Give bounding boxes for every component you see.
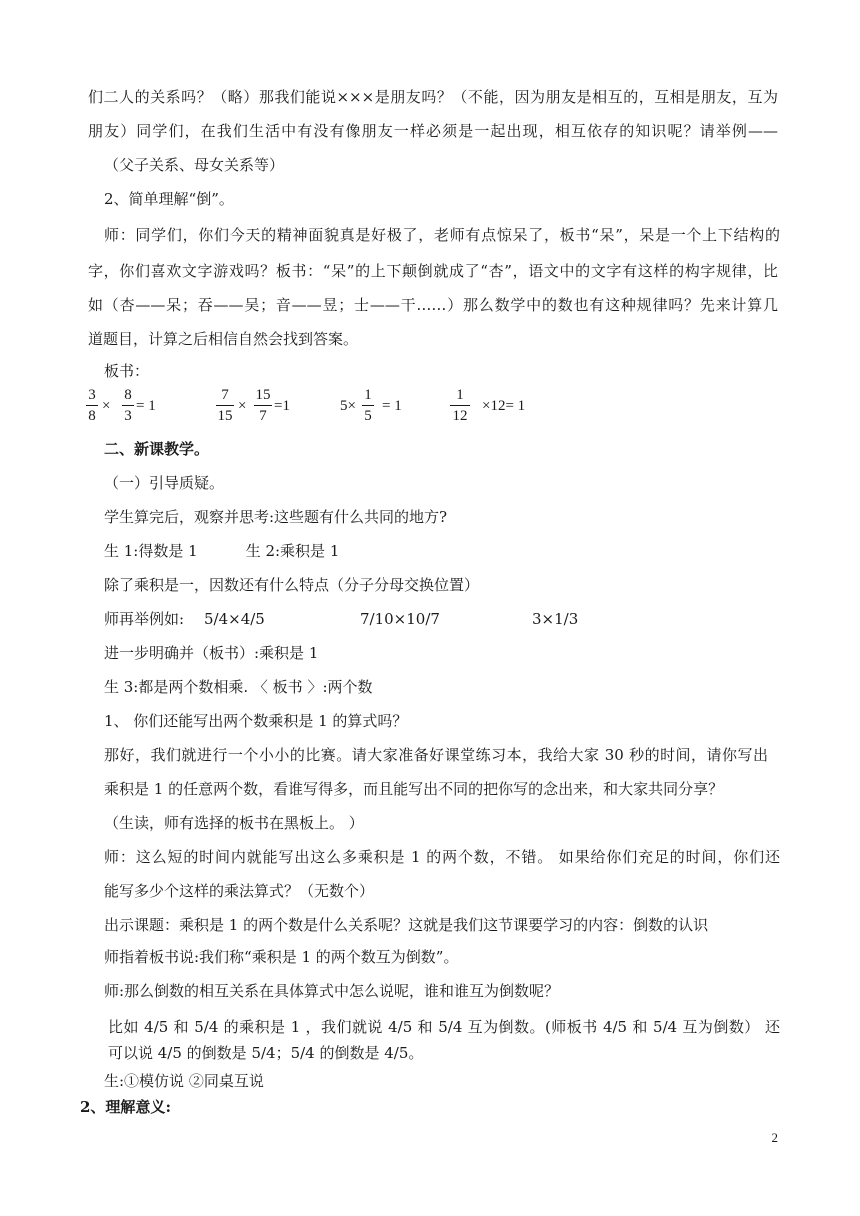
paragraph-line: 出示课题：乘积是 1 的两个数是什么关系呢？这就是我们这节课要学习的内容：倒数的认识 xyxy=(104,916,709,934)
subsection-heading: （一）引导质疑。 xyxy=(104,474,225,492)
math-expressions-row xyxy=(86,386,686,436)
student-answer: 生 2:乘积是 1 xyxy=(245,542,340,560)
paragraph-line: 可以说 4/5 的倒数是 5/4；5/4 的倒数是 4/5。 xyxy=(108,1044,424,1062)
paragraph-line: 学生算完后，观察并思考:这些题有什么共同的地方? xyxy=(104,508,448,526)
paragraph-line: 师:那么倒数的相互关系在具体算式中怎么说呢，谁和谁互为倒数呢？ xyxy=(104,982,560,1000)
paragraph-line: 能写多少个这样的乘法算式？（无数个） xyxy=(104,882,375,900)
section-heading: 二、新课教学。 xyxy=(104,440,210,458)
fraction: 7 15 xyxy=(217,387,233,424)
operator: × xyxy=(102,398,111,414)
paragraph-line: 比如 4/5 和 5/4 的乘积是 1 ，我们就说 4/5 和 5/4 互为倒数。(师板书 4/5 和 5/4 互为倒数） 还 xyxy=(108,1018,780,1036)
operand: 5× xyxy=(340,398,356,414)
paragraph-line: 除了乘积是一，因数还有什么特点（分子分母交换位置） xyxy=(104,576,480,594)
page-number: 2 xyxy=(771,1130,778,1145)
student-answer: 生 1:得数是 1 xyxy=(104,542,198,560)
paragraph-line: 板书： xyxy=(104,362,150,380)
paragraph-line: 道题目，计算之后相信自然会找到答案。 xyxy=(88,330,359,348)
equals: = 1 xyxy=(382,398,402,414)
fraction: 3 8 xyxy=(86,386,98,425)
equals: =1 xyxy=(274,398,290,414)
paragraph-line xyxy=(104,540,339,562)
equals: = 1 xyxy=(136,398,156,414)
paragraph-line: 师指着板书说:我们称“乘积是 1 的两个数互为倒数”。 xyxy=(104,948,459,966)
paragraph-line: （生读，师有选择的板书在黑板上。 ） xyxy=(104,814,364,832)
paragraph-line: （父子关系、母女关系等） xyxy=(104,156,285,174)
paragraph-line: 进一步明确并（板书）:乘积是 1 xyxy=(104,644,319,662)
paragraph-line: 字，你们喜欢文字游戏吗？板书：“呆”的上下颠倒就成了“杏”，语文中的文字有这样的构字规律，比 xyxy=(88,262,778,280)
paragraph-line: 1、 你们还能写出两个数乘积是 1 的算式吗？ xyxy=(104,712,408,730)
fraction: 1 5 xyxy=(362,386,374,425)
paragraph-line: 生:①模仿说 ②同桌互说 xyxy=(104,1072,264,1090)
section-heading: 2、理解意义: xyxy=(80,1098,171,1116)
paragraph-line: 们二人的关系吗？（略）那我们能说×××是朋友吗？（不能，因为朋友是相互的，互相是朋友，互为 xyxy=(88,88,778,106)
paragraph-line: 师再举例如: 5/4×4/5 7/10×10/7 3×1/3 xyxy=(104,610,579,628)
example-expression: 5/4×4/5 xyxy=(204,610,265,628)
fraction: 8 3 xyxy=(122,386,134,425)
fraction: 15 7 xyxy=(255,387,271,424)
example-expression: 3×1/3 xyxy=(532,610,579,628)
fraction: 1 12 xyxy=(450,386,470,425)
paragraph-line: 乘积是 1 的任意两个数，看谁写得多，而且能写出不同的把你写的念出来，和大家共同分享？ xyxy=(104,780,724,798)
operator: × xyxy=(238,398,247,414)
section-heading: 2、简单理解“倒”。 xyxy=(104,190,234,208)
paragraph-line: 如（杏——呆；吞——吴；音——昱；士——干……）那么数学中的数也有这种规律吗？先来计算几 xyxy=(88,296,778,314)
paragraph-line: 师：这么短的时间内就能写出这么多乘积是 1 的两个数，不错。 如果给你们充足的时间，你们还 xyxy=(104,848,780,866)
example-expression: 7/10×10/7 xyxy=(360,610,440,628)
operand: ×12= 1 xyxy=(482,398,526,414)
paragraph-line: 生 3:都是两个数相乘. 〈 板书 〉:两个数 xyxy=(104,678,373,696)
paragraph-line: 朋友）同学们，在我们生活中有没有像朋友一样必须是一起出现，相互依存的知识呢？请举例—— xyxy=(88,122,778,140)
paragraph-line: 师：同学们，你们今天的精神面貌真是好极了，老师有点惊呆了，板书“呆”，呆是一个上下结构的 xyxy=(104,226,780,244)
paragraph-line: 那好，我们就进行一个小小的比赛。请大家准备好课堂练习本，我给大家 30 秒的时间，请你写出 xyxy=(104,746,768,764)
